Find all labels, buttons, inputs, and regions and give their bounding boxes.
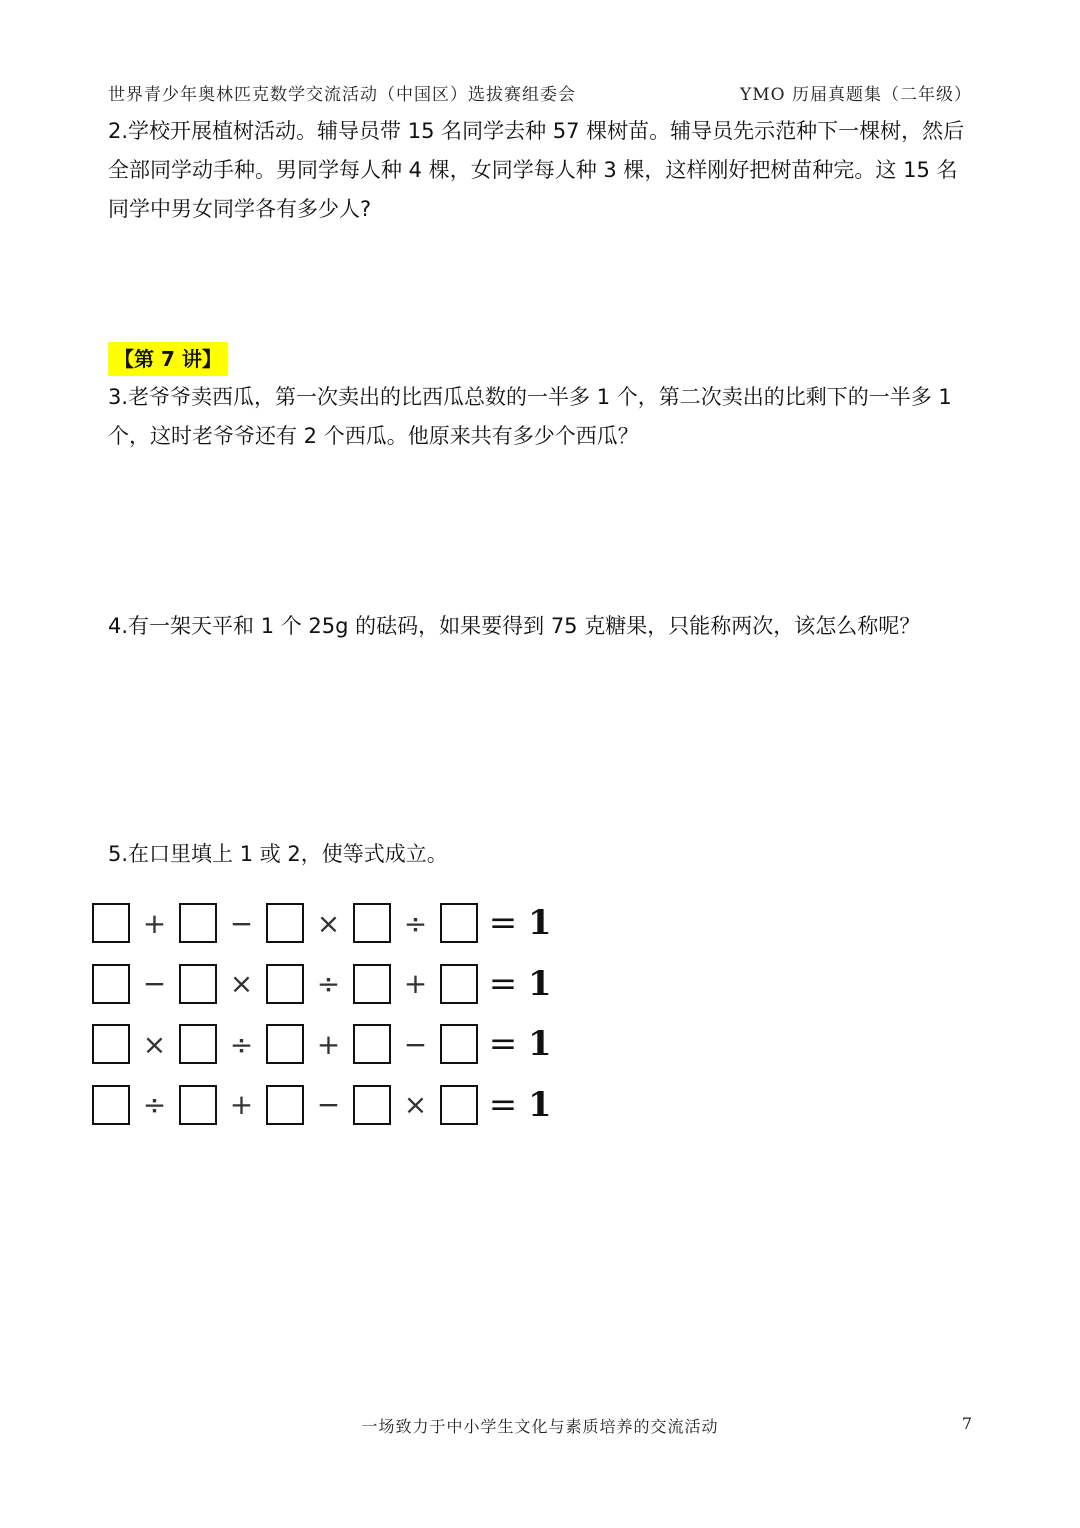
equals-sign: =: [488, 1024, 518, 1065]
question-3-line: 个，这时老爷爷还有 2 个西瓜。他原来共有多少个西瓜？: [108, 424, 639, 448]
operator: −: [142, 967, 167, 1001]
header-title: YMO 历届真题集（二年级）: [740, 85, 972, 105]
operator: ×: [229, 967, 254, 1001]
operator: ÷: [229, 1027, 254, 1061]
question-2-line: 同学中男女同学各有多少人?: [108, 197, 372, 221]
question-2-line: 全部同学动手种。男同学每人种 4 棵，女同学每人种 3 棵，这样刚好把树苗种完。这 15 名: [108, 158, 958, 182]
operator: ×: [142, 1027, 167, 1061]
equation-row: [92, 893, 552, 954]
answer-box[interactable]: [266, 1085, 304, 1125]
equals-sign: =: [488, 1084, 518, 1125]
answer-box[interactable]: [92, 964, 130, 1004]
equation-row: [92, 1014, 552, 1075]
question-3-line: 3.老爷爷卖西瓜，第一次卖出的比西瓜总数的一半多 1 个，第二次卖出的比剩下的一半多 1: [108, 385, 952, 409]
answer-box[interactable]: [92, 1085, 130, 1125]
equation-grid: [92, 893, 552, 1135]
operator: ÷: [316, 967, 341, 1001]
operator: ×: [316, 906, 341, 940]
question-2: [108, 112, 978, 229]
equation-result: 1: [528, 903, 552, 944]
operator: −: [316, 1088, 341, 1122]
answer-box[interactable]: [179, 1024, 217, 1064]
operator: −: [229, 906, 254, 940]
equation-row: [92, 954, 552, 1015]
answer-box[interactable]: [92, 903, 130, 943]
answer-box[interactable]: [92, 1024, 130, 1064]
answer-box[interactable]: [266, 1024, 304, 1064]
answer-box[interactable]: [440, 964, 478, 1004]
equals-sign: =: [488, 963, 518, 1004]
answer-box[interactable]: [266, 964, 304, 1004]
operator: ×: [403, 1088, 428, 1122]
answer-box[interactable]: [179, 964, 217, 1004]
operator: +: [142, 906, 167, 940]
operator: +: [403, 967, 428, 1001]
header-organizer: 世界青少年奥林匹克数学交流活动（中国区）选拔赛组委会: [108, 85, 576, 105]
equation-result: 1: [528, 1024, 552, 1065]
answer-box[interactable]: [266, 903, 304, 943]
answer-box[interactable]: [440, 1085, 478, 1125]
answer-box[interactable]: [353, 903, 391, 943]
question-4: 4.有一架天平和 1 个 25g 的砝码，如果要得到 75 克糖果，只能称两次，该怎么称呢？: [108, 614, 921, 638]
operator: ÷: [403, 906, 428, 940]
equals-sign: =: [488, 903, 518, 944]
footer-slogan: 一场致力于中小学生文化与素质培养的交流活动: [361, 1417, 719, 1436]
operator: −: [403, 1027, 428, 1061]
answer-box[interactable]: [440, 903, 478, 943]
equation-row: [92, 1075, 552, 1136]
question-2-line: 2.学校开展植树活动。辅导员带 15 名同学去种 57 棵树苗。辅导员先示范种下一棵树，然后: [108, 119, 965, 143]
answer-box[interactable]: [353, 964, 391, 1004]
equation-result: 1: [528, 963, 552, 1004]
answer-box[interactable]: [353, 1024, 391, 1064]
operator: +: [229, 1088, 254, 1122]
operator: ÷: [142, 1088, 167, 1122]
equation-result: 1: [528, 1084, 552, 1125]
answer-box[interactable]: [353, 1085, 391, 1125]
question-5: 5.在口里填上 1 或 2，使等式成立。: [108, 842, 448, 866]
section-tag: 【第 7 讲】: [108, 342, 228, 376]
answer-box[interactable]: [179, 1085, 217, 1125]
page-number: 7: [961, 1414, 972, 1433]
answer-box[interactable]: [440, 1024, 478, 1064]
answer-box[interactable]: [179, 903, 217, 943]
operator: +: [316, 1027, 341, 1061]
question-3: [108, 378, 978, 456]
